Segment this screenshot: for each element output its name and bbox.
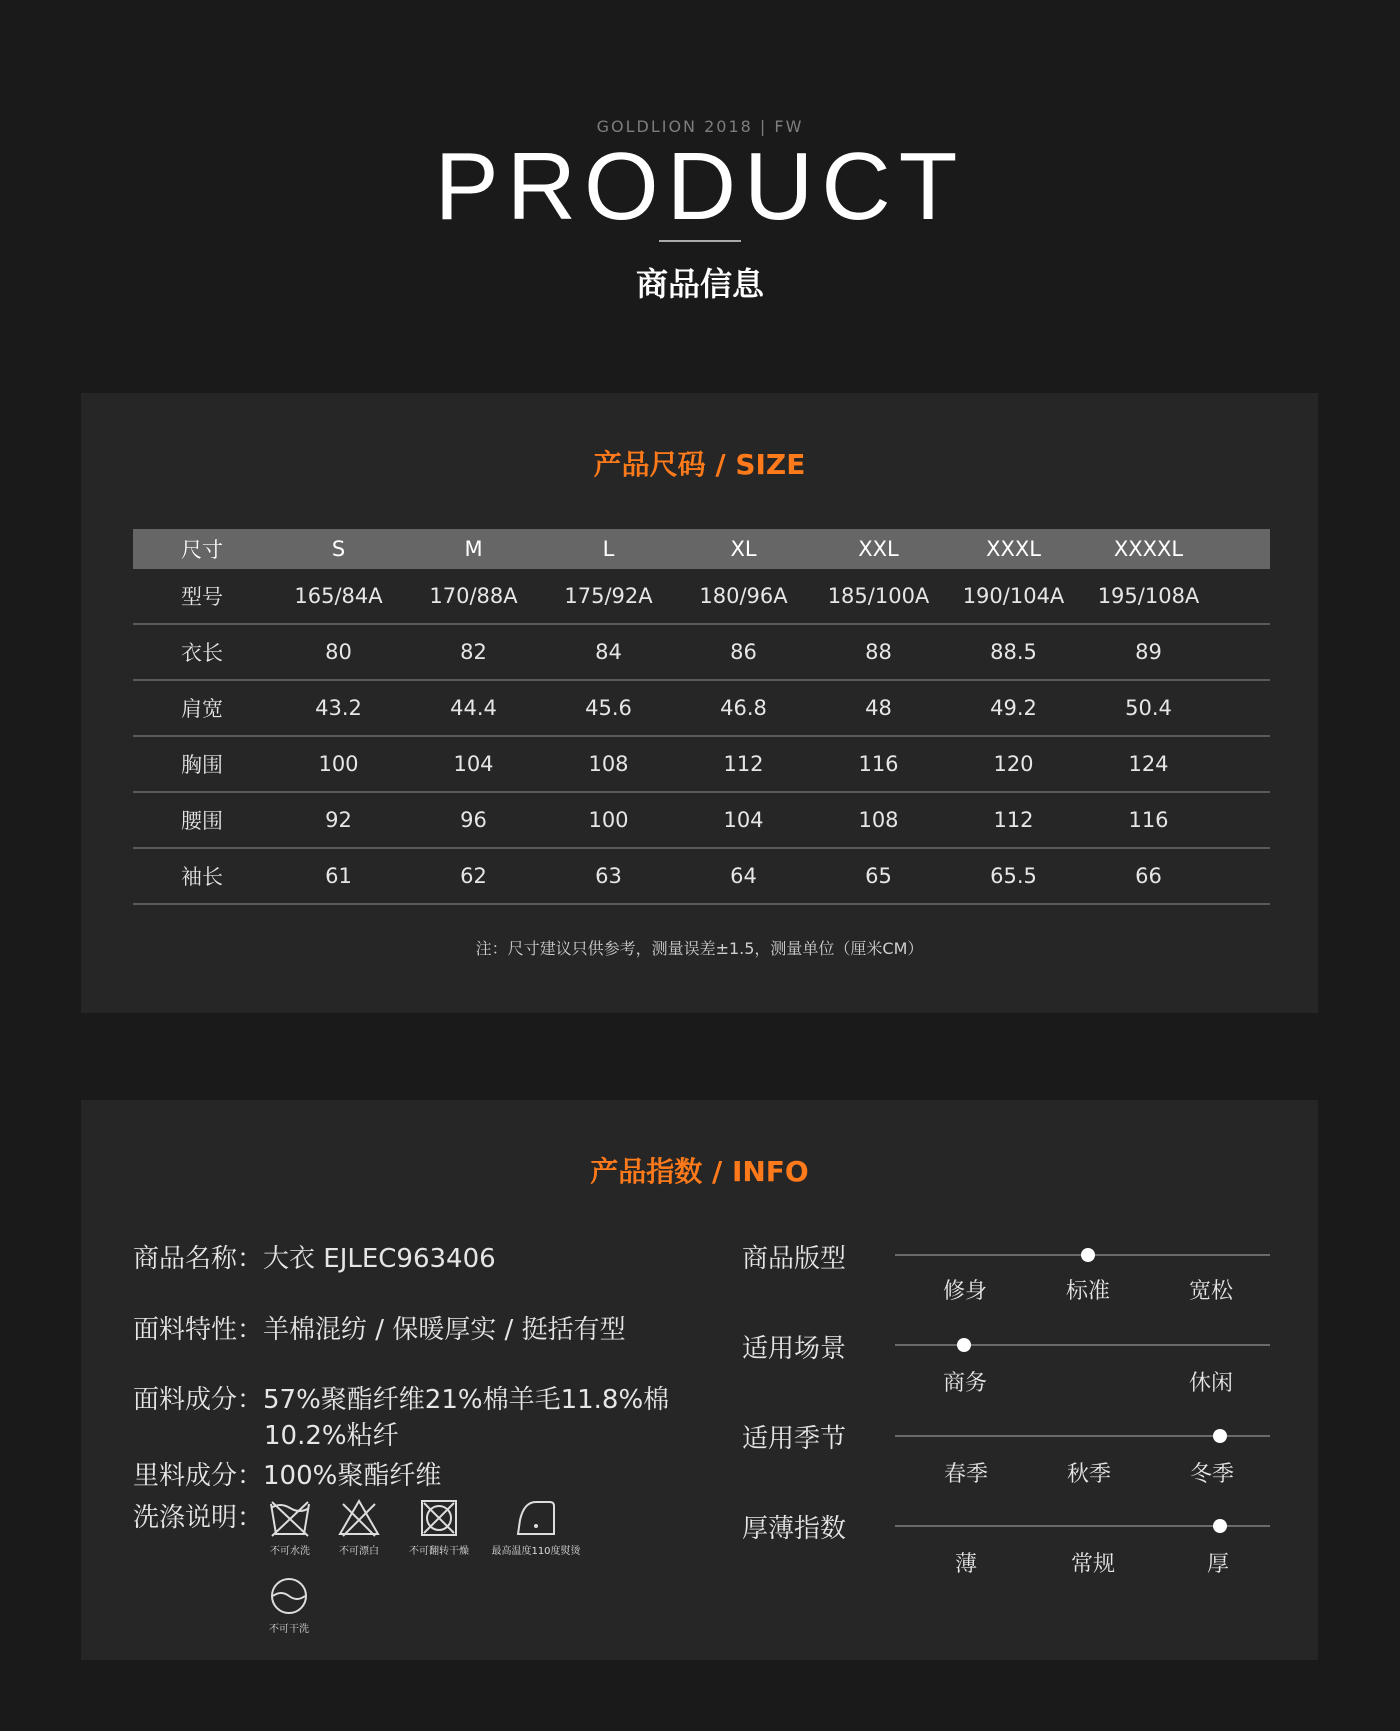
thickness-scale [895, 1525, 1270, 1527]
table-cell: 100 [588, 808, 629, 832]
season-option: 春季 [943, 1462, 988, 1487]
fabric-composition-2: 10.2%粘纤 [264, 1421, 399, 1451]
wash-item [264, 1576, 314, 1635]
header-cell: L [602, 537, 615, 561]
size-table-header [133, 529, 1270, 569]
table-cell: 104 [723, 808, 764, 832]
wash-item [488, 1498, 584, 1557]
fit-label: 商品版型 [742, 1244, 847, 1274]
table-cell: 45.6 [585, 696, 632, 720]
occasion-option: 商务 [942, 1371, 987, 1396]
season-option: 秋季 [1066, 1462, 1111, 1487]
table-cell: 190/104A [962, 584, 1065, 608]
header-cell: 尺寸 [181, 538, 223, 562]
header-cell: M [464, 537, 483, 561]
wash-item [334, 1498, 384, 1557]
table-cell: 46.8 [720, 696, 767, 720]
table-cell: 64 [730, 864, 757, 888]
wash-label: 不可干洗 [269, 1624, 309, 1635]
table-cell: 66 [1135, 864, 1162, 888]
table-cell: 175/92A [564, 584, 653, 608]
fit-option: 宽松 [1188, 1279, 1233, 1304]
title-divider [659, 240, 741, 242]
iron-icon [514, 1498, 558, 1538]
occasion-scale [895, 1344, 1270, 1346]
table-cell: 195/108A [1097, 584, 1200, 608]
no-bleach-icon [337, 1498, 381, 1538]
fit-indicator [1081, 1248, 1095, 1262]
table-cell: 116 [1128, 808, 1169, 832]
size-table [133, 529, 1270, 905]
table-cell: 120 [993, 752, 1034, 776]
occasion-option: 休闲 [1188, 1371, 1233, 1396]
no-wash-icon [268, 1498, 312, 1538]
table-cell: 112 [723, 752, 764, 776]
season-indicator [1213, 1429, 1227, 1443]
table-row [133, 793, 1270, 849]
size-note: 注：尺寸建议只供参考，测量误差±1.5，测量单位（厘米CM） [475, 939, 924, 958]
no-dry-clean-icon [267, 1576, 311, 1616]
wash-item [401, 1498, 477, 1557]
table-cell: 48 [865, 696, 892, 720]
table-cell: 108 [858, 808, 899, 832]
product-name: 商品名称：大衣 EJLEC963406 [133, 1244, 496, 1274]
row-label: 腰围 [181, 809, 223, 833]
header-cell: XXXL [986, 537, 1041, 561]
table-cell: 124 [1128, 752, 1169, 776]
wash-label: 不可翻转干燥 [409, 1546, 469, 1557]
table-cell: 185/100A [827, 584, 930, 608]
table-cell: 104 [453, 752, 494, 776]
table-cell: 88 [865, 640, 892, 664]
page-title: PRODUCT [434, 133, 966, 240]
table-cell: 43.2 [315, 696, 362, 720]
occasion-indicator [957, 1338, 971, 1352]
table-cell: 96 [460, 808, 487, 832]
wash-label: 最高温度110度熨烫 [491, 1546, 581, 1557]
info-panel [81, 1100, 1318, 1660]
occasion-label: 适用场景 [742, 1334, 847, 1364]
table-cell: 63 [595, 864, 622, 888]
wash-item [267, 1498, 313, 1557]
season-scale [895, 1435, 1270, 1437]
table-row [133, 569, 1270, 625]
size-section-title: 产品尺码 / SIZE [593, 448, 806, 481]
lining-composition: 里料成分：100%聚酯纤维 [133, 1461, 442, 1491]
thickness-option: 薄 [954, 1552, 977, 1577]
table-cell: 86 [730, 640, 757, 664]
table-cell: 180/96A [699, 584, 788, 608]
table-cell: 49.2 [990, 696, 1037, 720]
thickness-indicator [1213, 1519, 1227, 1533]
table-row [133, 681, 1270, 737]
thickness-option: 厚 [1206, 1552, 1229, 1577]
info-section-title: 产品指数 / INFO [590, 1155, 809, 1188]
table-cell: 80 [325, 640, 352, 664]
table-cell: 116 [858, 752, 899, 776]
row-label: 袖长 [181, 865, 223, 889]
row-label: 胸围 [181, 753, 223, 777]
fabric-feature: 面料特性：羊棉混纺 / 保暖厚实 / 挺括有型 [133, 1315, 626, 1345]
fit-scale [895, 1254, 1270, 1256]
table-cell: 65.5 [990, 864, 1037, 888]
table-cell: 100 [318, 752, 359, 776]
wash-label: 不可漂白 [339, 1546, 379, 1557]
header-cell: XXXXL [1113, 537, 1184, 561]
header-cell: XXL [858, 537, 899, 561]
brand-line: GOLDLION 2018 | FW [596, 117, 804, 136]
table-cell: 88.5 [990, 640, 1037, 664]
table-cell: 50.4 [1125, 696, 1172, 720]
wash-label: 不可水洗 [270, 1546, 310, 1557]
table-cell: 62 [460, 864, 487, 888]
season-option: 冬季 [1189, 1462, 1234, 1487]
table-row [133, 737, 1270, 793]
table-row [133, 849, 1270, 905]
header-cell: XL [730, 537, 757, 561]
table-cell: 89 [1135, 640, 1162, 664]
table-cell: 165/84A [294, 584, 383, 608]
row-label: 衣长 [181, 641, 223, 665]
fit-option: 修身 [942, 1279, 987, 1304]
table-cell: 65 [865, 864, 892, 888]
table-cell: 92 [325, 808, 352, 832]
table-cell: 61 [325, 864, 352, 888]
fabric-composition: 面料成分：57%聚酯纤维21%棉羊毛11.8%棉 [133, 1385, 670, 1415]
row-label: 型号 [181, 585, 223, 609]
size-panel [81, 393, 1318, 1013]
header-cell: S [331, 537, 346, 561]
thickness-option: 常规 [1070, 1552, 1115, 1577]
season-label: 适用季节 [742, 1424, 847, 1454]
table-cell: 84 [595, 640, 622, 664]
no-tumble-dry-icon [417, 1498, 461, 1538]
fit-option: 标准 [1065, 1279, 1110, 1304]
page-subtitle: 商品信息 [635, 265, 764, 303]
table-cell: 112 [993, 808, 1034, 832]
table-cell: 82 [460, 640, 487, 664]
thickness-label: 厚薄指数 [742, 1514, 847, 1544]
table-cell: 44.4 [450, 696, 497, 720]
wash-instructions-label: 洗涤说明： [133, 1503, 264, 1533]
table-row [133, 625, 1270, 681]
table-cell: 170/88A [429, 584, 518, 608]
row-label: 肩宽 [181, 697, 223, 721]
table-cell: 108 [588, 752, 629, 776]
